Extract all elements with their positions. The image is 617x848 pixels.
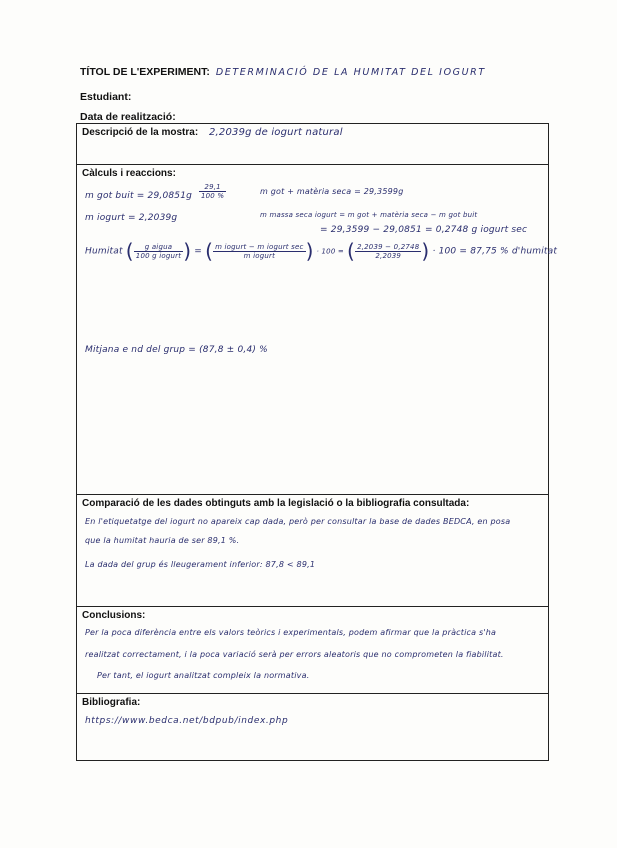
bibliography-label: Bibliografia: [82, 697, 141, 708]
student-label: Estudiant: [80, 91, 132, 103]
sample-section [77, 124, 548, 164]
experiment-title-value: DETERMINACIÓ DE LA HUMITAT DEL IOGURT [215, 67, 486, 78]
calc-line-empty-glass: m got buit = 29,0851g [85, 191, 193, 201]
date-label: Data de realització: [80, 111, 176, 123]
calc-line-glass-dry: m got + matèria seca = 29,3599g [260, 187, 404, 196]
sample-value: 2,2039g de iogurt natural [208, 127, 343, 138]
conclusions-section [77, 606, 548, 693]
comparison-line-1: En l'etiquetatge del iogurt no apareix cap dada, però per consultar la base de dades BEDCA, en posa [85, 517, 511, 526]
calculations-section [77, 164, 558, 494]
report-form [76, 123, 558, 761]
conclusions-label: Conclusions: [82, 610, 146, 621]
calc-line-dry-mass-formula: m massa seca iogurt = m got + matèria seca − m got buit [260, 211, 478, 219]
comparison-line-3: La dada del grup és lleugerament inferior: 87,8 < 89,1 [85, 560, 316, 569]
humidity-formula: Humitat ( $\frac{\text{g aigua}}{\text{100 g iogurt}}$ ) = ( $\frac{\text{m iogurt − m iogurt sec}}{\text{m iogurt}}$ ) · 100 = ( $\frac{2,2039 - 0,2748}{2,2039}$ ) · 100 = 87,75 % d'humitat [85, 239, 558, 263]
comparison-section [77, 494, 548, 606]
experiment-title [80, 66, 486, 78]
calc-line-yogurt-mass: m iogurt = 2,2039g [85, 213, 178, 223]
comparison-label: Comparació de les dades obtinguts amb la legislació o la bibliografia consultada: [82, 498, 470, 509]
conclusions-line-3: Per tant, el iogurt analitzat compleix la normativa. [97, 671, 310, 680]
bibliography-line-1: https://www.bedca.net/bdpub/index.php [85, 716, 289, 726]
experiment-title-label: TÍTOL DE L'EXPERIMENT: [80, 66, 210, 78]
conclusions-line-2: realitzat correctament, i la poca variació serà per errors aleatoris que no comprometen la fiabilitat. [85, 650, 504, 659]
group-mean: Mitjana e nd del grup = (87,8 ± 0,4) % [85, 345, 268, 355]
sample-label: Descripció de la mostra: 2,2039g de iogurt natural [82, 127, 343, 138]
calc-ratio: $\frac{29,1}{100 \%}$ [201, 183, 225, 200]
calculations-label: Càlculs i reaccions: [82, 168, 176, 179]
calc-line-dry-mass-result: = 29,3599 − 29,0851 = 0,2748 g iogurt sec [320, 225, 528, 235]
bibliography-section [77, 693, 548, 762]
conclusions-line-1: Per la poca diferència entre els valors teòrics i experimentals, podem afirmar que la pràctica s'ha [85, 628, 497, 637]
comparison-line-2: que la humitat hauria de ser 89,1 %. [85, 536, 240, 545]
